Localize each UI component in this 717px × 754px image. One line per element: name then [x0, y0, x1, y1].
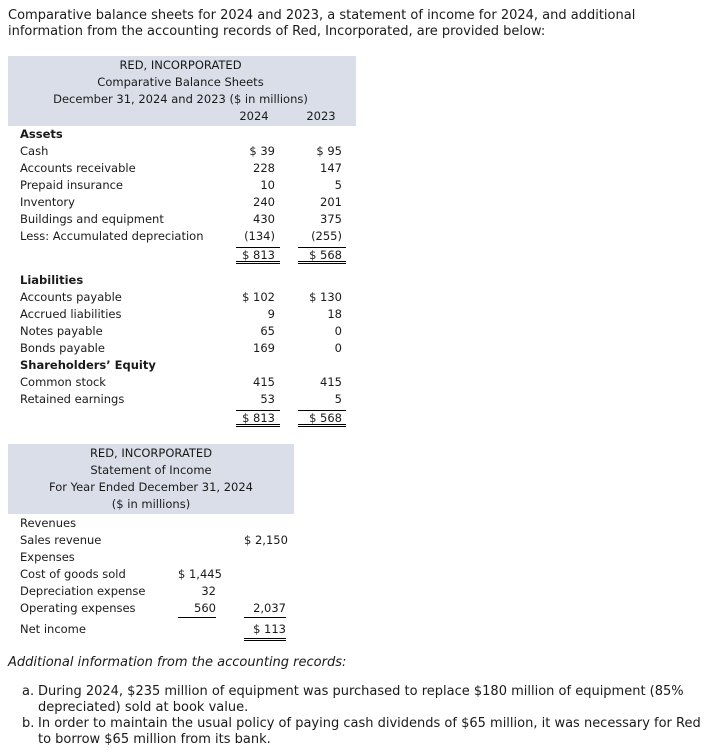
table-row: Accrued liabilities 9 18	[20, 307, 342, 321]
table-row: Bonds payable 169 0	[20, 341, 342, 355]
intro-text: Comparative balance sheets for 2024 and 2023, a statement of income for 2024, and additional information from the accounting records of Red, Incorporated, are provided below:	[8, 8, 636, 39]
table-row: Less: Accumulated depreciation (134) (255)	[20, 229, 342, 243]
notes-list	[22, 684, 707, 748]
table-row: Depreciation expense 32	[20, 584, 216, 598]
section-heading: Assets	[20, 127, 63, 141]
statement-title: Comparative Balance Sheets	[97, 75, 264, 89]
table-row: Cost of goods sold $ 1,445	[20, 567, 222, 581]
table-row: Prepaid insurance 10 5	[20, 178, 342, 192]
company-name: RED, INCORPORATED	[119, 58, 242, 72]
table-row: Common stock 415 415	[20, 375, 342, 389]
section-heading: Shareholders’ Equity	[20, 358, 156, 372]
section-heading: Liabilities	[20, 273, 84, 287]
statement-title: Statement of Income	[90, 463, 212, 477]
section-heading: Expenses	[20, 550, 75, 564]
net-income-row: Net income $ 113	[8, 621, 308, 638]
table-row: Accounts receivable 228 147	[20, 161, 342, 175]
statement-units: ($ in millions)	[111, 497, 191, 511]
table-row: Buildings and equipment 430 375	[20, 212, 342, 226]
table-row: Retained earnings 53 5	[20, 392, 342, 406]
year-2023-header: 2023	[306, 109, 336, 123]
table-row: Sales revenue $ 2,150	[20, 533, 288, 547]
balance-sheet-header	[8, 56, 356, 126]
income-statement-header	[8, 444, 294, 514]
list-item: a. During 2024, $235 million of equipment was purchased to replace $180 million of equipment (85% depreciated) sold at book value.	[22, 684, 684, 715]
year-2024-header: 2024	[239, 109, 269, 123]
statement-period: For Year Ended December 31, 2024	[48, 480, 253, 494]
company-name: RED, INCORPORATED	[89, 446, 213, 460]
section-heading: Revenues	[20, 516, 77, 530]
total-liabilities-equity-row: $ 813 $ 568	[8, 410, 356, 427]
table-row: Accounts payable $ 102 $ 130	[20, 290, 342, 304]
list-item: b. In order to maintain the usual policy of paying cash dividends of $65 million, it was necessary for Red to borrow $65 million from its bank.	[22, 716, 701, 747]
table-row: Cash $ 39 $ 95	[20, 144, 342, 158]
statement-date: December 31, 2024 and 2023 ($ in millions)	[53, 92, 308, 106]
table-row: Operating expenses 560 2,037	[8, 600, 308, 617]
income-statement	[8, 444, 308, 638]
table-row: Notes payable 65 0	[20, 324, 342, 338]
total-assets-row: $ 813 $ 568	[8, 247, 356, 264]
balance-sheet	[8, 56, 356, 427]
table-row: Inventory 240 201	[20, 195, 342, 209]
additional-info-heading: Additional information from the accounting records:	[8, 655, 347, 670]
